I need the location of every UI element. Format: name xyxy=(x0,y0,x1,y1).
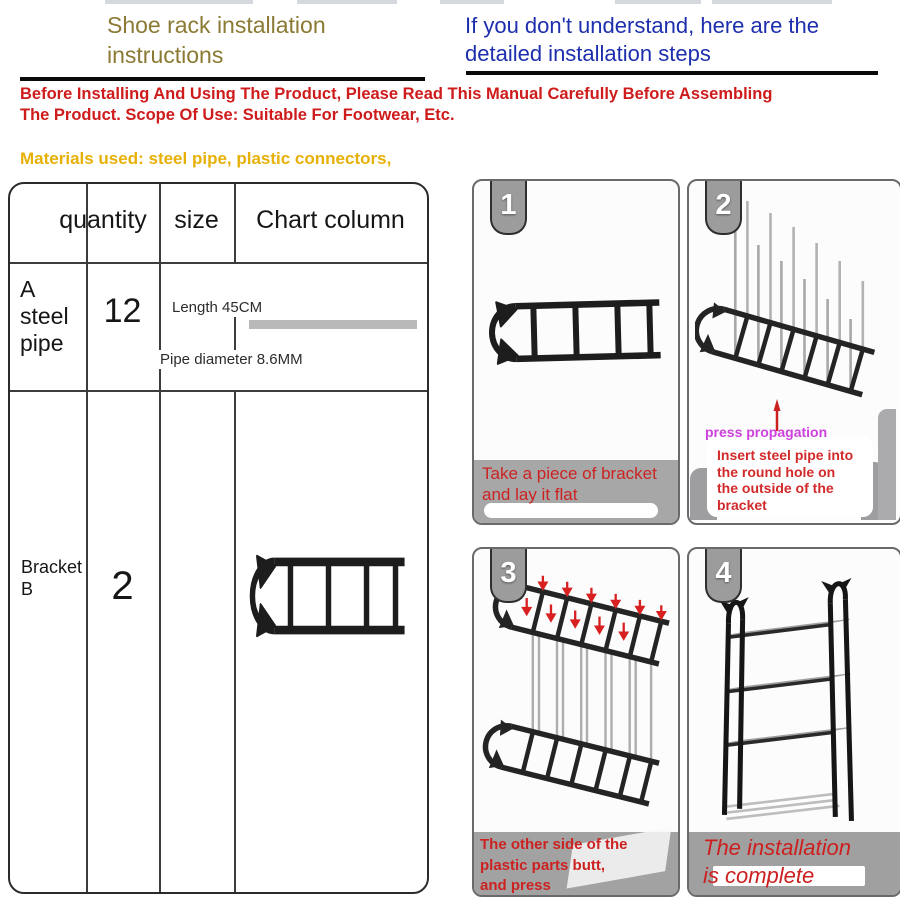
row-b-part-name xyxy=(21,556,82,600)
step1-number-badge: 1 xyxy=(490,181,527,235)
pipe-length-bar xyxy=(249,320,417,329)
step3-panel xyxy=(472,547,680,897)
step3-caption-line2: plastic parts butt, xyxy=(480,856,606,874)
table-header-quantity: quantity xyxy=(59,206,147,234)
top-edge-artifact xyxy=(105,0,253,4)
step1-panel xyxy=(472,179,680,525)
row-a-diameter-label: Pipe diameter 8.6MM xyxy=(156,350,307,369)
step3-number-badge: 3 xyxy=(490,549,527,603)
table-header-chart: Chart column xyxy=(256,206,405,234)
top-edge-artifact xyxy=(615,0,701,4)
table-vline-1 xyxy=(86,184,88,892)
step1-caption-highlight xyxy=(484,503,658,518)
row-a-quantity: 12 xyxy=(103,292,142,330)
page-title xyxy=(107,10,326,70)
step1-caption-line1: Take a piece of bracket xyxy=(482,464,657,483)
step2-caption xyxy=(717,447,853,513)
step2-number-badge: 2 xyxy=(705,181,742,235)
row-b-quantity: 2 xyxy=(111,564,134,608)
step4-panel xyxy=(687,547,900,897)
top-edge-artifact xyxy=(712,0,832,4)
step2-caption-line1: Insert steel pipe into xyxy=(717,447,854,463)
step2-panel xyxy=(687,179,900,525)
warning-line1: Before Installing And Using The Product, Please Read This Manual Carefully Before Assembling xyxy=(20,85,773,103)
step4-rack-illustration xyxy=(717,577,869,829)
step2-caption-line2: the round hole on xyxy=(717,463,836,480)
page-subtitle-line2: detailed installation steps xyxy=(465,41,711,66)
step2-note: press propagation xyxy=(705,424,828,440)
table-hline-2 xyxy=(10,390,427,392)
title-underline-right xyxy=(466,71,878,75)
row-a-line1: A xyxy=(20,276,36,302)
step1-bracket-illustration xyxy=(485,295,667,368)
bracket-b-drawing xyxy=(247,552,410,640)
warning-line2: The Product. Scope Of Use: Suitable For Footwear, Etc. xyxy=(20,106,455,124)
page-subtitle-line1: If you don't understand, here are the xyxy=(465,13,819,38)
step4-caption xyxy=(703,834,851,890)
row-b-line1: Bracket xyxy=(21,557,83,577)
step1-caption-line2: and lay it flat xyxy=(482,485,578,504)
page-title-line2: instructions xyxy=(107,42,224,68)
step1-caption-band xyxy=(474,460,678,523)
step3-caption xyxy=(480,835,628,897)
page-subtitle xyxy=(465,12,819,68)
top-edge-artifact xyxy=(297,0,397,4)
step4-caption-line1: The installation xyxy=(703,835,851,860)
materials-text: Materials used: steel pipe, plastic connectors, xyxy=(20,149,392,168)
row-a-line3: pipe xyxy=(20,330,64,356)
row-b-line2: B xyxy=(21,579,34,599)
step3-illustration xyxy=(478,571,674,827)
row-a-part-name xyxy=(20,276,69,357)
step3-caption-band xyxy=(474,832,678,895)
table-vline-2 xyxy=(159,184,161,892)
warning-text xyxy=(20,84,772,126)
page-title-line1: Shoe rack installation xyxy=(107,12,326,38)
row-a-line2: steel xyxy=(20,303,69,329)
row-a-length-label: Length 45CM xyxy=(168,298,266,317)
step1-caption xyxy=(482,463,657,505)
top-edge-artifact xyxy=(440,0,504,4)
step2-caption-line3: the outside of the xyxy=(717,480,834,496)
table-hline-1 xyxy=(10,262,427,264)
table-header-size: size xyxy=(174,206,219,234)
step4-number-badge: 4 xyxy=(705,549,742,603)
parts-table xyxy=(8,182,429,894)
table-vline-3-rowB xyxy=(234,390,236,892)
title-underline-left xyxy=(20,77,425,81)
step4-caption-band xyxy=(689,832,900,895)
step4-caption-line2: is complete xyxy=(703,863,815,888)
step3-caption-line3: and press xyxy=(480,877,551,894)
step2-caption-line4: bracket xyxy=(717,496,767,513)
background-strip-right xyxy=(878,409,896,520)
step3-caption-line1: The other side of the xyxy=(480,836,628,853)
